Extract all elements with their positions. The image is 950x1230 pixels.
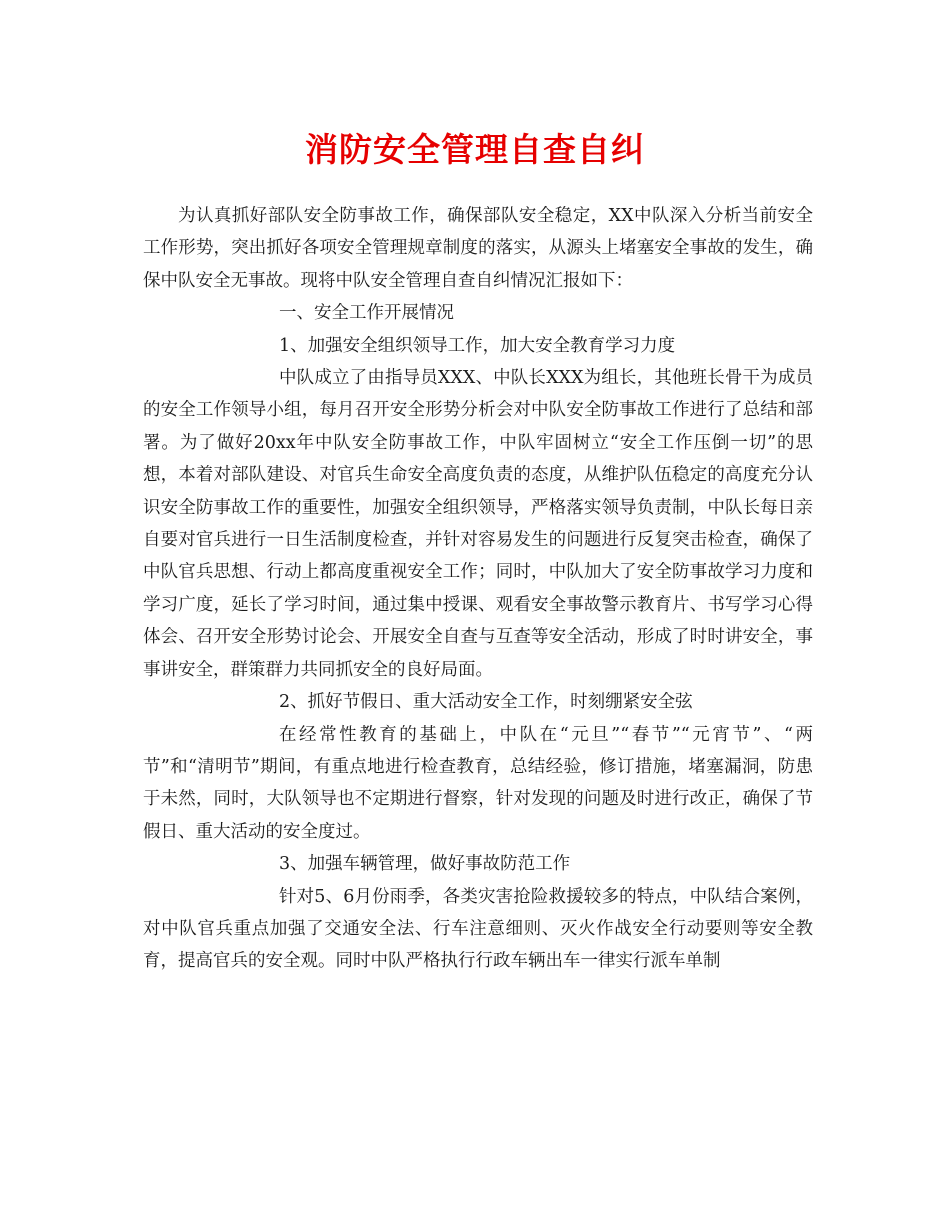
section-heading: 一、安全工作开展情况 — [279, 303, 454, 324]
document-title: 消防安全管理自查自纠 — [305, 130, 645, 169]
item-heading-1: 1、加强安全组织领导工作，加大安全教育学习力度 — [279, 335, 676, 356]
item-heading-2: 2、抓好节假日、重大活动安全工作，时刻绷紧安全弦 — [279, 692, 693, 713]
intro-paragraph: 为认真抓好部队安全防事故工作，确保部队安全稳定，XX中队深入分析当前安全工作形势，突出抓好各项安全管理规章制度的落实，从源头上堵塞安全事故的发生，确保中队安全无事故。现将中队安全管理自查自纠情况汇报如下： — [143, 206, 813, 291]
item-body-1: 中队成立了由指导员XXX、中队长XXX为组长，其他班长骨干为成员的安全工作领导小组，每月召开安全形势分析会对中队安全防事故工作进行了总结和部署。为了做好20xx年中队安全防事故工作，中队牢固树立“安全工作压倒一切”的思想，本着对部队建设、对官兵生命安全高度负责的态度，从维护队伍稳定的高度充分认识安全防事故工作的重要性，加强安全组织领导，严格落实领导负责制，中队长每日亲自要对官兵进行一日生活制度检查，并针对容易发生的问题进行反复突击检查，确保了中队官兵思想、行动上都高度重视安全工作；同时，中队加大了安全防事故学习力度和学习广度，延长了学习时间，通过集中授课、观看安全事故警示教育片、书写学习心得体会、召开安全形势讨论会、开展安全自查与互查等安全活动，形成了时时讲安全，事事讲安全，群策群力共同抓安全的良好局面。 — [143, 368, 813, 680]
item-body-2: 在经常性教育的基础上，中队在“元旦”“春节”“元宵节”、“两节”和“清明节”期间，有重点地进行检查教育，总结经验，修订措施，堵塞漏洞，防患于未然，同时，大队领导也不定期进行督察，针对发现的问题及时进行改正，确保了节假日、重大活动的安全度过。 — [143, 724, 813, 842]
document-body — [143, 200, 813, 978]
item-body-3: 针对5、6月份雨季，各类灾害抢险救援较多的特点，中队结合案例，对中队官兵重点加强了交通安全法、行车注意细则、灭火作战安全行动要则等安全教育，提高官兵的安全观。同时中队严格执行行政车辆出车一律实行派车单制 — [143, 886, 813, 972]
item-heading-3: 3、加强车辆管理，做好事故防范工作 — [279, 854, 571, 875]
